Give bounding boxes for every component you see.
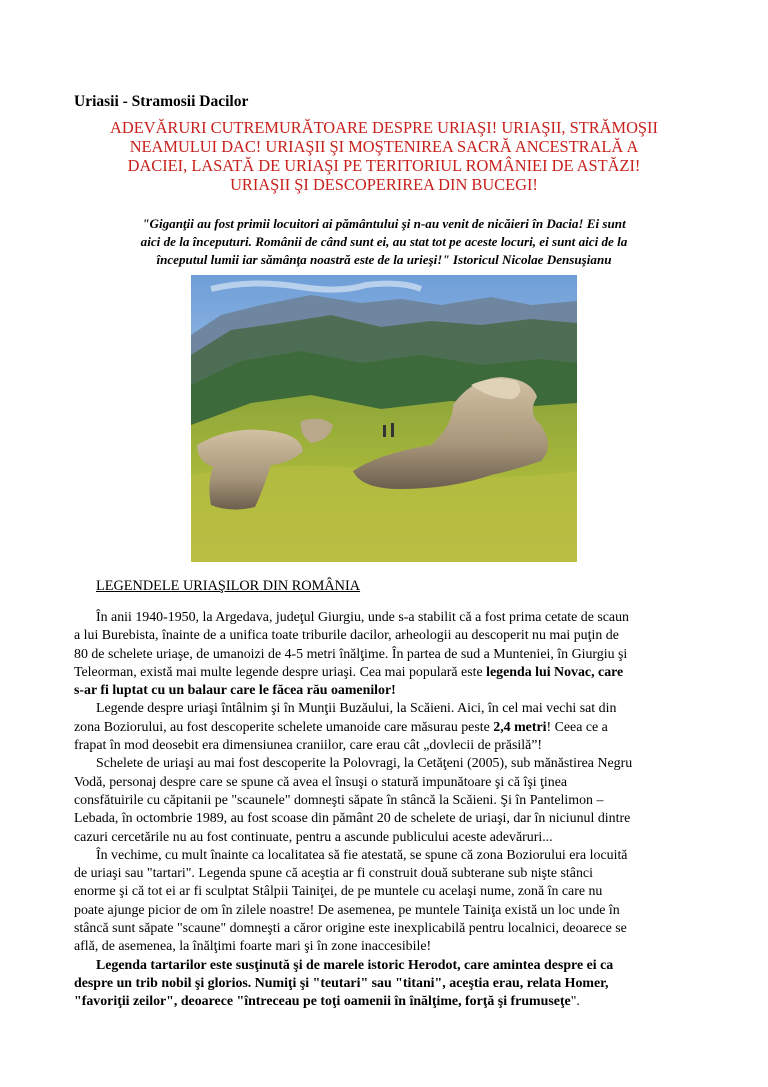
- text-line: de uriaşi sau "tartari". Legenda spune că aceştia ar fi construit două subterane sub nişte stânci: [74, 866, 593, 882]
- section-heading: LEGENDELE URIAŞILOR DIN ROMÂNIA: [96, 578, 361, 594]
- text-line: [74, 957, 694, 975]
- landscape-photo: [191, 275, 577, 562]
- text-line: [74, 719, 694, 737]
- text-span: ".: [570, 994, 580, 1010]
- text-line: [74, 664, 694, 682]
- bold-text: legenda lui Novac, care: [486, 664, 624, 680]
- bold-text: s-ar fi luptat cu un balaur care le făcea rău oamenilor!: [74, 683, 396, 699]
- text-line: [74, 993, 694, 1011]
- text-line: consfătuirile cu căpitanii pe "scaunele" domneşti săpate în stâncă la Scăieni. Şi în Pantelimon –: [74, 792, 604, 808]
- text-line: În anii 1940-1950, la Argedava, judeţul Giurgiu, unde s-a stabilit că a fost prima cetate de scaun: [96, 610, 629, 625]
- text-span: zona Boziorului, au fost descoperite schelete umanoide care măsurau peste: [74, 719, 494, 735]
- mountain-rock-formation-photo: [191, 275, 577, 562]
- text-line: Vodă, personaj despre care se spune că avea el însuşi o statură impunătoare şi că îşi ţinea: [74, 774, 568, 790]
- text-line: a lui Burebista, înainte de a unifica toate triburile dacilor, arheologii au descoperit nu mai puţin de: [74, 628, 619, 644]
- body-text: [74, 609, 694, 1012]
- text-line: cazuri cercetările nu au fost continuate, pentru a ascunde publicului aceste adevăruri...: [74, 829, 553, 845]
- headline: [74, 118, 694, 194]
- text-span: Teleorman, există mai multe legende despre uriaşi. Cea mai populară este: [74, 664, 487, 680]
- bold-text: "favoriţii zeilor", deoarece "întreceau pe toţi oamenii în înălţime, forţă şi frumuseţe: [74, 994, 571, 1010]
- text-line: Legende despre uriaşi întâlnim şi în Munţii Buzăului, la Scăieni. Aici, în cel mai vechi sat din: [96, 701, 617, 717]
- headline-line: NEAMULUI DAC! URIAŞII ŞI MOŞTENIREA SACRĂ ANCESTRALĂ A: [129, 137, 639, 156]
- headline-line: DACIEI, LASATĂ DE URIAŞI PE TERITORIUL ROMÂNIEI DE ASTĂZI!: [127, 156, 641, 175]
- text-line: Lebada, în octombrie 1989, au fost scoase din pământ 20 de schelete de uriaşi, dar în niciunul dintre: [74, 811, 631, 827]
- text-line: poate ajunge picior de om în zilele noastre! De asemenea, pe muntele Tainiţa există un loc unde în: [74, 902, 620, 918]
- text-line: frapat în mod deosebit era dimensiunea craniilor, care erau cât „dovlecii de prăsilă”!: [74, 738, 543, 754]
- document-title: Uriasii - Stramosii Dacilor: [74, 93, 249, 110]
- text-line: În vechime, cu mult înainte ca localitatea să fie atestată, se spune că zona Boziorului era locuită: [96, 847, 628, 863]
- headline-line: URIAŞII ŞI DESCOPERIREA DIN BUCEGI!: [230, 175, 538, 194]
- text-line: [74, 682, 694, 700]
- quote-line: aici de la începuturi. Românii de când sunt ei, au stat tot pe aceste locuri, ei sunt aici de la: [140, 234, 628, 249]
- text-line: Schelete de uriaşi au mai fost descoperite la Polovragi, la Cetăţeni (2005), sub mănăstirea Negru: [96, 756, 633, 772]
- text-span: ! Ceea ce a: [546, 719, 608, 735]
- text-line: enorme şi că tot ei ar fi sculptat Stâlpii Tainiţei, de pe muntele cu acelaşi nume, zonă în care nu: [74, 884, 603, 900]
- bold-text: despre un trib nobil şi glorios. Numiţi şi "teutari" sau "titani", aceştia erau, relata Homer,: [74, 975, 609, 991]
- quote-line: începutul lumii iar sămânţa noastră este de la urieşi!" Istoricul Nicolae Densuşianu: [156, 252, 612, 267]
- text-line: stâncă sunt săpate "scaune" domneşti a căror origine este inexplicabilă pentru localnici, deoarece se: [74, 921, 627, 937]
- text-line: [74, 975, 694, 993]
- bold-text: 2,4 metri: [493, 719, 547, 735]
- text-line: află, de asemenea, la înălţimi foarte mari şi în zone inaccesibile!: [74, 939, 432, 955]
- quote: [74, 215, 694, 269]
- text-line: 80 de schelete uriaşe, de umanoizi de 4-5 metri înălţime. În partea de sud a Munteniei, în Giurgiu şi: [74, 646, 628, 662]
- quote-line: "Giganţii au fost primii locuitori ai pământului şi n-au venit de nicăieri în Dacia! Ei sunt: [142, 216, 626, 231]
- headline-line: ADEVĂRURI CUTREMURĂTOARE DESPRE URIAŞI! URIAŞII, STRĂMOŞII: [110, 118, 658, 137]
- bold-text: Legenda tartarilor este susţinută şi de marele istoric Herodot, care amintea despre ei ca: [96, 957, 614, 973]
